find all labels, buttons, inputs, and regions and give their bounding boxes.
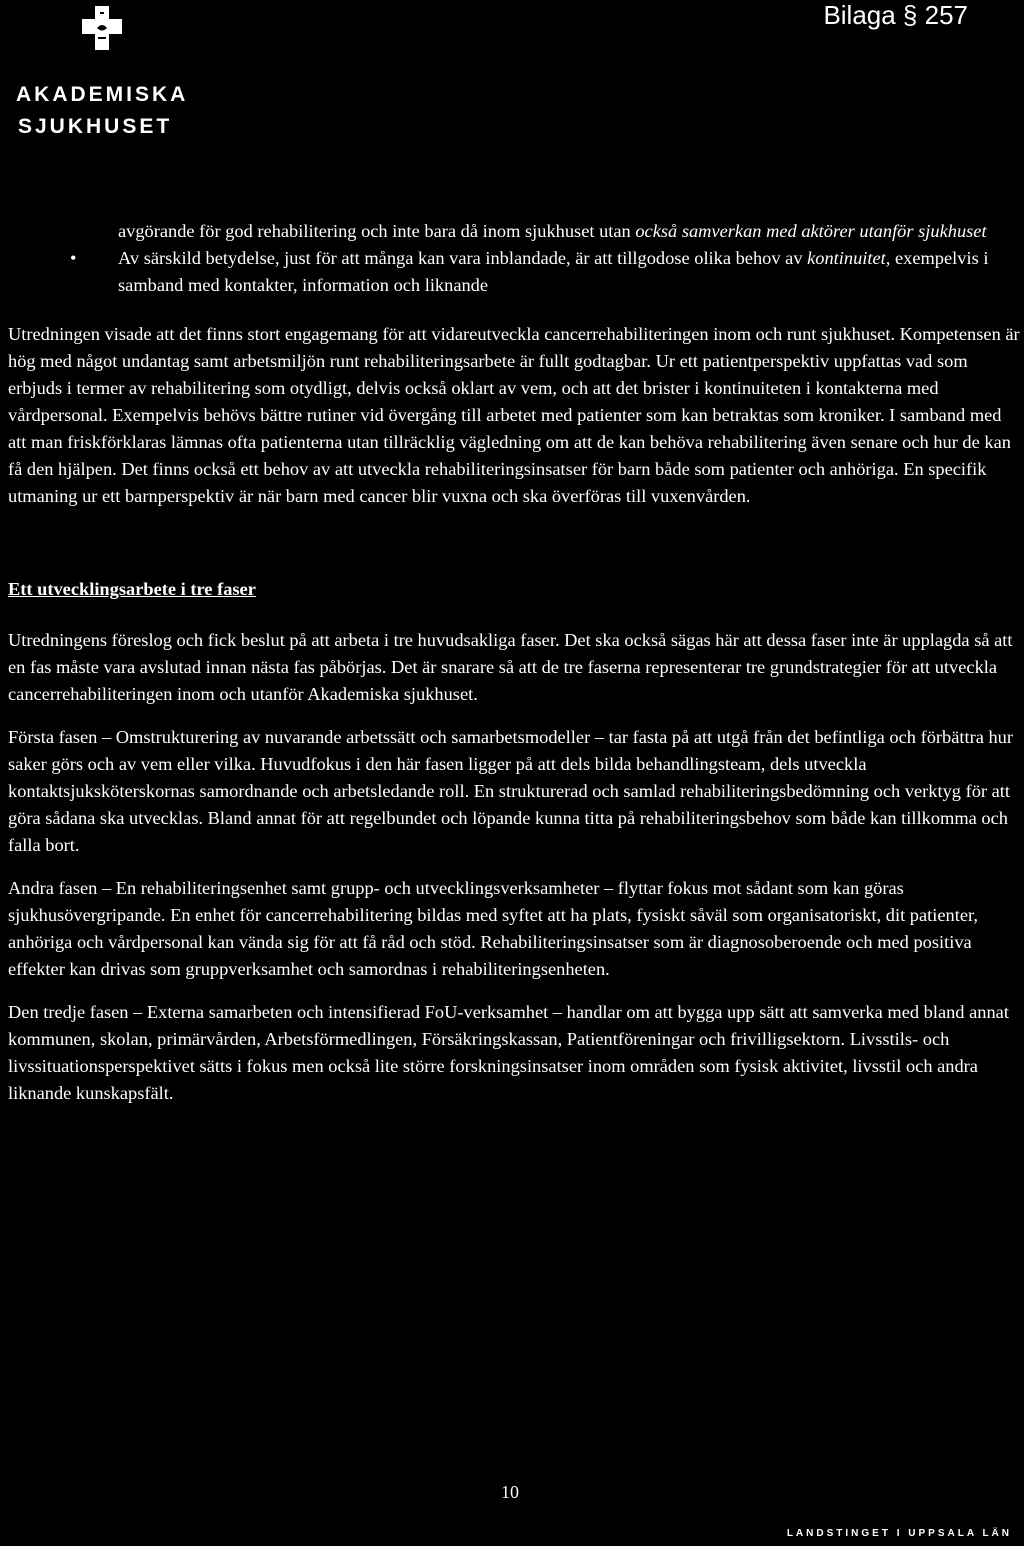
- section-heading: Ett utvecklingsarbete i tre faser: [8, 579, 256, 599]
- hospital-cross-emblem-icon: [80, 4, 124, 52]
- bullet-text-start: Av särskild betydelse, just för att många kan vara inblandade, är att tillgodose olika behov av: [118, 248, 808, 268]
- footer-organization: LANDSTINGET I UPPSALA LÄN: [786, 1528, 1012, 1539]
- page-number: 10: [501, 1482, 519, 1502]
- paragraph-tredje-fasen: Den tredje fasen – Externa samarbeten och intensifierad FoU-verksamhet – handlar om att bygga upp sätt att samverka med bland annat kommunen, skolan, primärvården, Arbetsförmedlingen, Försäkringskassan, Patientföreningar och frivilligsektorn. Livsstils- och livssituationsperspektivet sätts i fokus men också lite större forskningsinsatser inom områden som fysisk aktivitet, livsstil och andra liknande kunskapsfält.: [8, 1002, 1009, 1103]
- paragraph-forsta-fasen: Första fasen – Omstrukturering av nuvarande arbetssätt och samarbetsmodeller – tar fasta på att utgå från det befintliga och förbättra hur saker görs och av vem eller vilka. Huvudfokus i den här fasen ligger på att dels bilda behandlingsteam, dels utveckla kontaktsjuksköterskornas samordnande och arbetsledande roll. En strukturerad och samlad rehabiliteringsbedömning och verktyg för att göra sådana ska utvecklas. Bland annat för att regelbundet och löpande kunna titta på rehabiliteringsbehov som både kan tillkomma och falla bort.: [8, 727, 1013, 855]
- list-item: [8, 245, 1020, 299]
- paragraph-faser-intro: Utredningens föreslog och fick beslut på att arbeta i tre huvudsakliga faser. Det ska också sägas här att dessa faser inte är upplagda så att en fas måste vara avslutad innan nästa fas påbörjas. Det är snarare så att de tre faserna representerar tre grundstrategier för att utveckla cancerrehabiliteringen inom och utanför Akademiska sjukhuset.: [8, 630, 1013, 704]
- document-body: [8, 218, 1020, 1107]
- bullet-text-italic: kontinuitet,: [807, 248, 891, 268]
- paragraph-andra-fasen: Andra fasen – En rehabiliteringsenhet samt grupp- och utvecklingsverksamheter – flyttar fokus mot sådant som kan göras sjukhusövergripande. En enhet för cancerrehabilitering bildas med syftet att ha plats, fysiskt såväl som organisatoriskt, dit patienter, anhöriga och vårdpersonal kan vända sig för att få råd och stöd. Rehabiliteringsinsatser som är diagnosoberoende och med positiva effekter kan drivas som gruppverksamhet och samordnas i rehabiliteringsenheten.: [8, 878, 978, 979]
- intro-continuation-text: avgörande för god rehabilitering och inte bara då inom sjukhuset utan: [118, 221, 636, 241]
- bullet-text-end: exempelvis i samband med kontakter, information och liknande: [118, 248, 989, 295]
- intro-continuation: [8, 218, 1020, 245]
- bullet-icon: •: [70, 248, 77, 268]
- logo-text-akademiska: AKADEMISKA: [16, 83, 189, 106]
- paragraph-utredning: Utredningen visade att det finns stort engagemang för att vidareutveckla cancerrehabiliteringen inom och runt sjukhuset. Kompetensen är hög med något undantag samt arbetsmiljön runt rehabiliteringsarbete är fullt godtagbar. Ur ett patientperspektiv uppfattas vad som erbjuds i termer av rehabilitering som otydligt, delvis också oklart av vem, och att det brister i kontinuiteten i kontakterna med vårdpersonal. Exempelvis behövs bättre rutiner vid övergång till arbetet med patienter som kan betraktas som kroniker. I samband med att man friskförklaras lämnas ofta patienterna utan tillräcklig vägledning om att de kan behöva rehabilitering även senare och hur de kan få den hjälpen. Det finns också ett behov av att utveckla rehabiliteringsinsatser för barn både som patienter och anhöriga. En specifik utmaning ur ett barnperspektiv är när barn med cancer blir vuxna och ska överföras till vuxenvården.: [8, 324, 1020, 506]
- logo-text-sjukhuset: SJUKHUSET: [18, 115, 173, 138]
- intro-continuation-italic: också samverkan med aktörer utanför sjukhuset: [635, 221, 987, 241]
- attachment-label: Bilaga § 257: [823, 0, 968, 30]
